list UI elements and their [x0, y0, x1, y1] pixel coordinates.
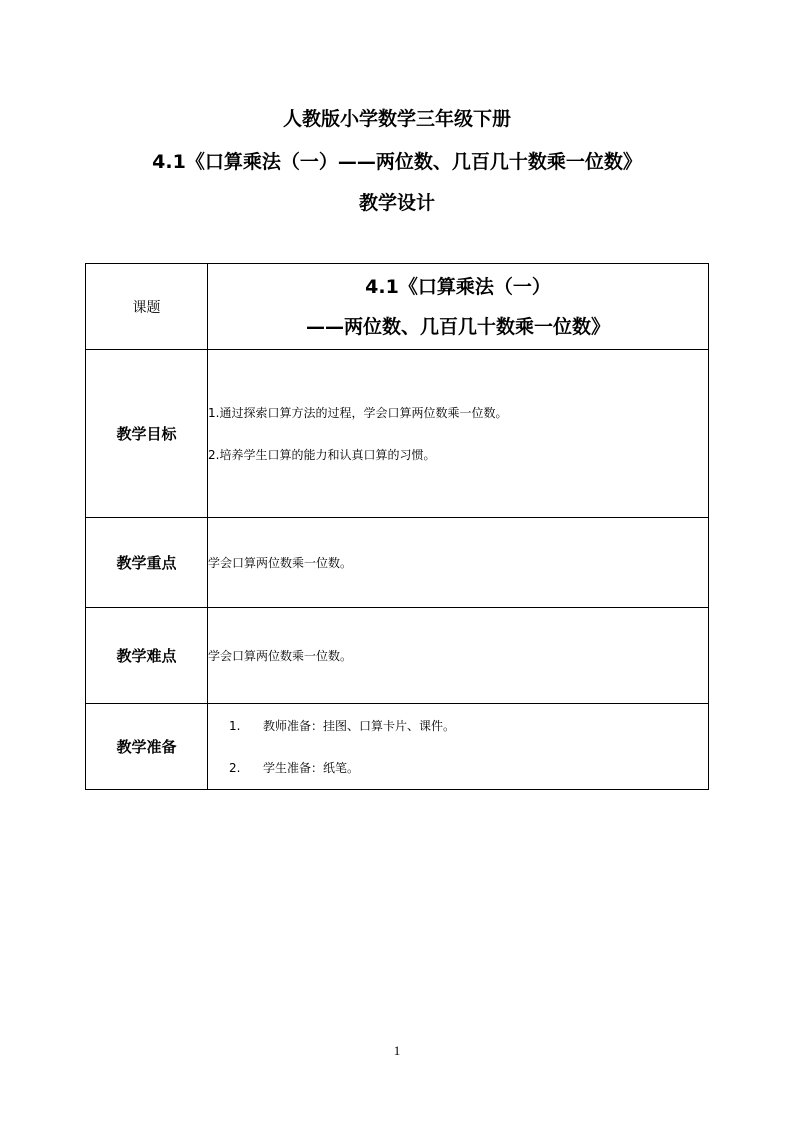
preparation-item-number: 2. — [229, 760, 241, 775]
page-number: 1 — [393, 1043, 401, 1058]
preparation-item-2 — [208, 760, 708, 776]
document-title: 人教版小学数学三年级下册 — [282, 108, 511, 130]
lesson-title: 4.1《口算乘法（一）——两位数、几百几十数乘一位数》 — [152, 151, 642, 173]
label-preparation: 教学准备 — [86, 704, 208, 790]
objective-item-2: 2.培养学生口算的能力和认真口算的习惯。 — [208, 447, 436, 462]
objective-item-1: 1.通过探索口算方法的过程，学会口算两位数乘一位数。 — [208, 405, 508, 420]
row-objectives — [86, 350, 709, 518]
preparation-item-text: 学生准备：纸笔。 — [263, 760, 360, 775]
row-key-points — [86, 518, 709, 608]
topic-cell — [208, 264, 709, 350]
preparation-item-text: 教师准备：挂图、口算卡片、课件。 — [263, 718, 456, 733]
topic-line-1: 4.1《口算乘法（一） — [365, 275, 551, 298]
preparation-cell — [208, 704, 709, 790]
topic-line-2: ——两位数、几百几十数乘一位数》 — [305, 315, 610, 338]
difficulties-text: 学会口算两位数乘一位数。 — [208, 608, 709, 704]
row-preparation — [86, 704, 709, 790]
key-points-text: 学会口算两位数乘一位数。 — [208, 518, 709, 608]
lesson-plan-table — [85, 263, 709, 790]
label-topic: 课题 — [86, 264, 208, 350]
label-key-points: 教学重点 — [86, 518, 208, 608]
document-subtitle: 教学设计 — [358, 192, 435, 214]
preparation-item-1 — [208, 718, 708, 734]
preparation-item-number: 1. — [229, 718, 241, 733]
objectives-cell — [208, 350, 709, 518]
row-topic — [86, 264, 709, 350]
label-difficulties: 教学难点 — [86, 608, 208, 704]
row-difficulties — [86, 608, 709, 704]
label-objectives: 教学目标 — [86, 350, 208, 518]
